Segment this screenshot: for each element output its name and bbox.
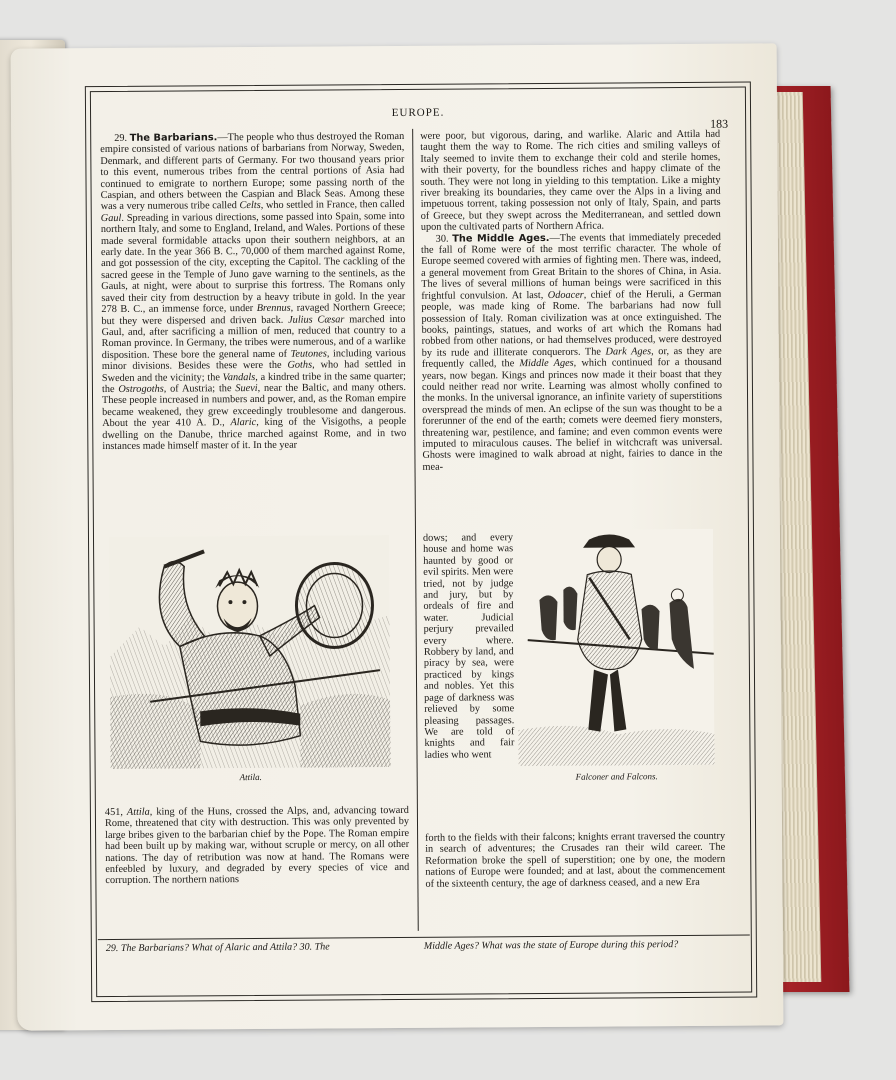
running-head: EUROPE. (391, 106, 445, 120)
caption-falconer: Falconer and Falcons. (575, 771, 658, 782)
page-number: 183 (710, 116, 729, 131)
falconer-engraving (517, 529, 715, 766)
caption-attila: Attila. (239, 771, 262, 783)
text-era: forth to the fields with their falcons; knights errant traversed the country in search of adventures; the Crusades ran their wild career. The Reformation broke the spell of superstition; one by one, the modern nations of Europe were founded; and at last, about the commencement of the sixteenth century, the age of darkness ceased, and a new Era (425, 830, 726, 890)
page-frame (85, 82, 757, 1003)
footer-question-right: Middle Ages? What was the state of Europe during this period? (423, 939, 679, 952)
text-attila: 451, Attila, king of the Huns, crossed the Alps, and, advancing toward Rome, threatened that city with destruction. This was only prevented by large bribes given to the barbarian chief by the Pope. The Roman empire had been built up by making war, without scruple or mercy, on all other nations. The day of retribution was now at hand. The Romans were enfeebled by luxury, and degraded by every species of vice and corruption. The northern nations (104, 804, 410, 887)
attila-engraving (109, 535, 391, 769)
footer-question-left: 29. The Barbarians? What of Alaric and Attila? 30. The (105, 941, 330, 955)
book-page (11, 43, 784, 1030)
text-wrap-column: dows; and every house and home was haunted by good or evil spirits. Men were tried, not by judge and jury, but by ordeals of fire and water. Judicial perjury prevailed every where. Robbery by land, and piracy by sea, were practiced by kings and nobles. Yet this page of darkness was relieved by some pleasing passages. We are told of knights and fair ladies who went (422, 532, 515, 761)
text-barbarians: 29. The Barbarians.—The people who thus destroyed the Roman empire consisted of various nations of barbarians from Norway, Sweden, Denmark, and different parts of Germany. For two thousand years prior to this event, numerous tribes from the central portions of Asia had continued to emigrate to northern Europe; some passing north of the Caspian, and others between the Caspian and Black Seas. Among these was a very numerous tribe called Celts, who settled in France, then called Gaul. Spreading in various directions, some passed into Spain, some into northern Italy, and some to England, Ireland, and Wales. Portions of these made several formidable attacks upon their southern neighbors, at an early date. In the year 366 B. C., 70,000 of them marched against Rome, and got possession of the city, excepting the Capitol. The cackling of the sacred geese in the Temple of Juno gave warning to the sentinels, as the Gauls, at night, were about to surprise this fortress. The Romans only saved their city from destruction by a heavy tribute in gold. In the year 278 B. C., an immense force, under Brennus, ravaged Northern Greece; but they were dispersed and driven back. Julius Cæsar marched into Gaul, and, after sacrificing a million of men, reduced that country to a Roman province. In Germany, the tribes were numerous, and of a warlike disposition. These bore the general name of Teutones, including various minor divisions. Besides these were the Goths, who had settled in Sweden and the vicinity; the Vandals, a kindred tribe in the same quarter; the Ostrogoths, of Austria; the Suevi, near the Baltic, and many others. These people increased in numbers and power, and, as the Roman empire became weakened, they grew exceedingly troublesome and dangerous. About the year 410 A. D., Alaric, king of the Visigoths, a people dwelling on the Danube, thrice marched against Rome, and in two instances made himself master of it. In the year (100, 130, 407, 453)
text-middle-ages: were poor, but vigorous, daring, and warlike. Alaric and Attila had taught them the way to Rome. The rich cities and smiling valleys of Italy seemed to invite them to exchange their cold and sterile homes, with their poverty, for the boundless riches and happy climate of the south. They were not long in yielding to this temptation. Like a mighty river breaking its boundaries, they came over the Alps in a living and impetuous torrent, taking possession not only of Italy, Spain, and parts of Greece, but they swept across the Mediterranean, and settled down upon the cultivated parts of Northern Africa. 30. The Middle Ages.—The events that immediately preceded the fall of Rome were of the most terrific character. The whole of Europe seemed covered with armies of fighting men. There was, indeed, a general movement from Great Britain to the shores of China, in Asia. The lives of several millions of human beings were sacrificed in this frightful convulsion. At last, Odoacer, chief of the Heruli, a German people, was made king of Rome. The barbarians had now full possession of Italy. Roman civilization was at once extinguished. The books, paintings, statues, and works of art which the Romans had robbed from other nations, or had themselves produced, were destroyed by its rude and illiterate conquerors. The Dark Ages, or, as they are frequently called, the Middle Ages, which continued for a thousand years, now began. Kings and princes now made it their boast that they could neither read nor write. Learning was almost wholly confined to the monks. In the universal ignorance, an infinite variety of superstitions overspread the minds of men. An eclipse of the sun was thought to be a forerunner of the end of the earth; comets were deemed fiery monsters, threatening war, pestilence, and famine; and even common events were imputed to miraculous causes. The belief in witchcraft was universal. Ghosts were imagined to walk abroad at night, fairies to dance in the mea- (420, 128, 723, 473)
